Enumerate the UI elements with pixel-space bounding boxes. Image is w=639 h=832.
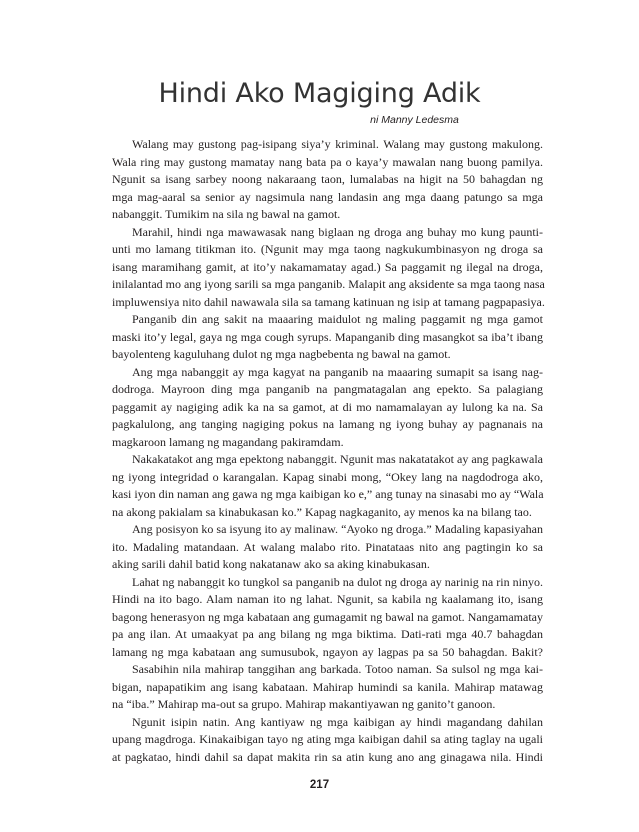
- text-line: na akong pakialam sa kinabukasan ko.” Kapag nagkaganito, ay menos ka na bilang tao.: [112, 504, 532, 519]
- text-line: kasi iyon din naman ang gawa ng mga kaibigan ko e,” ang tunay na sinasabi mo ay “Wala: [112, 487, 544, 501]
- text-line: magkaroon lamang ng magandang pakiramdam.: [112, 434, 344, 449]
- text-line: bayolenteng kaguluhang dulot ng mga nagbebenta ng bawal na gamot.: [112, 347, 451, 361]
- author-byline: ni Manny Ledesma: [370, 114, 459, 126]
- text-line: at pagkatao, hindi dahil sa dapat makita rin sa atin kung ano ang ginagawa nila. Hindi: [112, 749, 543, 764]
- text-line: maski ito’y legal, gaya ng mga cough syrups. Mapanganib ding masangkot sa iba’t ibang: [112, 329, 543, 344]
- text-line: unti mo lamang titikman ito. (Ngunit may mga taong nagkukumbinasyon ng droga sa: [112, 242, 543, 256]
- paragraph: [92, 136, 543, 224]
- page-title: Hindi Ako Magiging Adik: [158, 78, 481, 109]
- text-line: ito. Madaling matandaan. At walang malabo rito. Pinatataas nito ang pagtingin ko sa: [112, 539, 543, 554]
- text-line: pa ang ilan. At umaakyat pa ang bilang ng mga biktima. Dati-rati mga 40.7 bahagdan: [112, 627, 543, 641]
- text-line: Marahil, hindi nga mawawasak nang biglaan ng droga ang buhay mo kung paunti-: [132, 224, 543, 239]
- text-line: impluwensiya nito dahil nawawala sila sa tamang katinuan ng isip at tamang pagpapasiya.: [112, 294, 545, 309]
- paragraph: [92, 521, 543, 574]
- text-line: Hindi na ito bago. Alam naman ito ng lahat. Ngunit, sa kabila ng kaalamang ito, isang: [112, 592, 543, 606]
- text-line: nabanggit. Tumikim na sila ng bawal na gamot.: [112, 207, 341, 221]
- page-number: 217: [309, 779, 330, 791]
- text-line: aking sarili dahil batid kong nakatanaw ako sa aking kinabukasan.: [112, 557, 430, 571]
- text-line: mga mag-aaral sa senior ay nagsimula nang landasin ang mga daang patungo sa mga: [112, 189, 543, 204]
- paragraph: [92, 574, 543, 662]
- text-line: upang magdroga. Kinakaibigan tayo ng ating mga kaibigan dahil sa ating taglay na ugali: [112, 732, 543, 746]
- paragraph: [92, 714, 543, 767]
- paragraph: [92, 661, 543, 714]
- text-line: Ngunit sa isang sarbey noong nakaraang taon, lumalabas na higit na 50 bahagdan ng: [112, 172, 543, 186]
- paragraph: [92, 224, 543, 312]
- text-line: lamang ng mga kabataan ang sumusubok, ngayon ay lagpas pa sa 50 bahagdan. Bakit?: [112, 644, 543, 659]
- text-line: na “iba.” Mahirap ma-out sa grupo. Mahirap makantiyawan ng ganito’t ganoon.: [112, 697, 496, 711]
- paragraph: [92, 364, 543, 452]
- text-line: ng iyong integridad o karangalan. Kapag sinabi mong, “Okey lang na nagdodroga ako,: [112, 469, 543, 484]
- text-line: Walang may gustong pag-isipang siya’y kriminal. Walang may gustong makulong.: [132, 137, 543, 151]
- text-line: Lahat ng nabanggit ko tungkol sa panganib na dulot ng droga ay narinig na rin ninyo.: [132, 574, 543, 589]
- text-line: bigan, napapatikim ang isang kabataan. Mahirap humindi sa kanila. Mahirap matawag: [112, 679, 543, 694]
- text-line: Panganib din ang sakit na maaaring maidulot ng maling paggamit ng mga gamot: [132, 312, 543, 326]
- text-line: Ang mga nabanggit ay mga kagyat na panganib na maaaring sumapit sa isang nag-: [132, 364, 543, 379]
- text-line: Ngunit isipin natin. Ang kantiyaw ng mga kaibigan ay hindi magandang dahilan: [132, 714, 543, 729]
- paragraph: [92, 311, 543, 364]
- text-line: Nakakatakot ang mga epektong nabanggit. Ngunit mas nakatatakot ay ang pagkawala: [132, 452, 543, 466]
- text-line: isang maramihang gamit, at ito’y nakamamatay agad.) Sa paggamit ng ilegal na droga,: [112, 259, 543, 274]
- text-line: Ang posisyon ko sa isyung ito ay malinaw. “Ayoko ng droga.” Madaling kapasiyahan: [132, 522, 543, 536]
- text-line: Sasabihin nila mahirap tanggihan ang barkada. Totoo naman. Sa sulsol ng mga kai-: [132, 662, 543, 676]
- text-line: dodroga. Mayroon ding mga panganib na pangmatagalan ang epekto. Sa palagiang: [112, 382, 543, 396]
- paragraph: [92, 451, 543, 521]
- text-line: bagong henerasyon ng mga kabataan ang gumagamit ng bawal na gamot. Nangamamatay: [112, 609, 543, 624]
- text-line: paggamit ay nagiging adik ka na sa gamot, at di mo namamalayan ay lulong ka na. Sa: [112, 399, 543, 414]
- article-body: [92, 136, 543, 766]
- text-line: pagkalulong, ang tanging nagiging pokus na lamang ng iyong buhay ay pagnanais na: [112, 417, 543, 431]
- text-line: Wala ring may gustong mamatay nang bata pa o kaya’y mawalan nang buong pamilya.: [112, 154, 543, 169]
- text-line: inilalantad mo ang iyong sarili sa mga panganib. Malapit ang aksidente sa mga taong nasa: [112, 277, 545, 291]
